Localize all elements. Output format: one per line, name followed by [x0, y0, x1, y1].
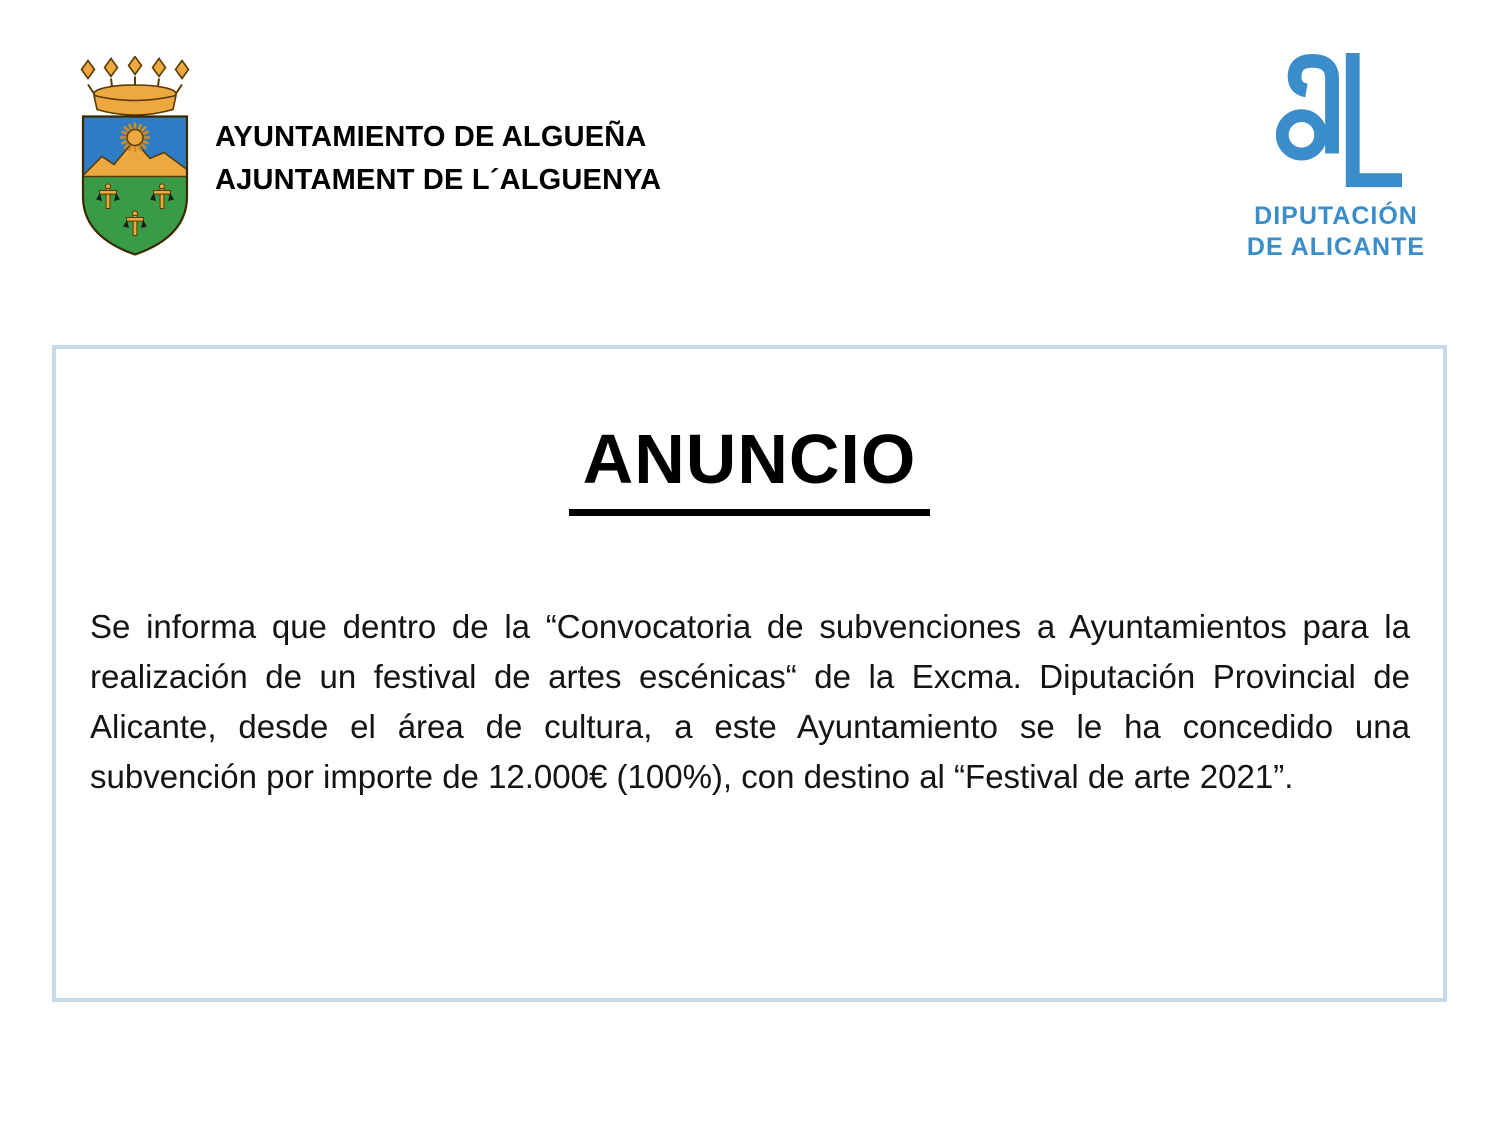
paragraph-line: realización de un festival de artes escénicas“ de la Excma. Diputación Provincial de: [90, 658, 1410, 695]
coat-of-arms-icon: [70, 56, 200, 262]
diputacion-al-mark-icon: [1267, 50, 1405, 195]
announcement-title: ANUNCIO: [569, 419, 931, 516]
org-name-line-es: AYUNTAMIENTO DE ALGUEÑA: [215, 121, 647, 153]
announcement-box: [52, 345, 1447, 1002]
announcement-title-wrap: [56, 419, 1443, 516]
paragraph-line: Se informa que dentro de la “Convocatoria de subvenciones a Ayuntamientos para la: [90, 608, 1410, 645]
announcement-paragraph: [90, 602, 1410, 802]
crown-icon: [82, 57, 189, 116]
paragraph-line: subvención por importe de 12.000€ (100%), con destino al “Festival de arte 2021”.: [90, 758, 1294, 795]
org-name: [215, 116, 661, 202]
sun-icon: [120, 123, 150, 153]
diputacion-name: [1247, 201, 1425, 263]
diputacion-name-line-2: DE ALICANTE: [1246, 233, 1426, 261]
diputacion-logo: [1236, 50, 1436, 263]
diputacion-name-line-1: DIPUTACIÓN: [1254, 202, 1418, 230]
paragraph-line: Alicante, desde el área de cultura, a este Ayuntamiento se le ha concedido una: [90, 708, 1410, 745]
org-name-line-va: AJUNTAMENT DE L´ALGUENYA: [215, 164, 662, 196]
